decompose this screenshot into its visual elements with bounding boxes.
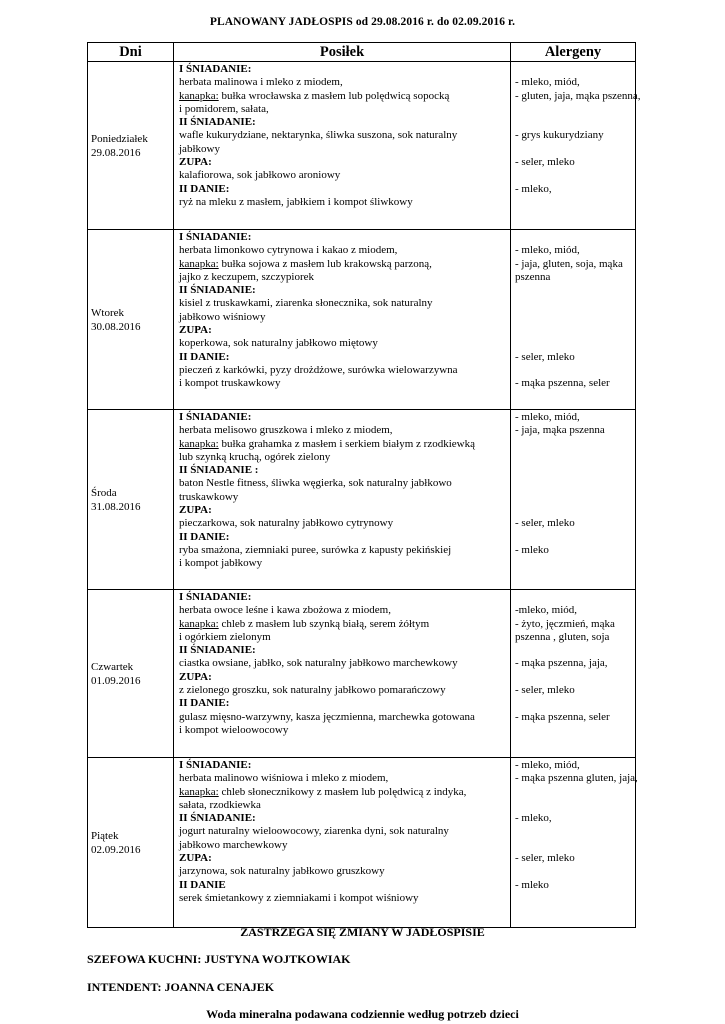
day-date: 29.08.2016 [91, 146, 141, 159]
day-date: 01.09.2016 [91, 674, 141, 687]
day-name: Piątek [91, 829, 119, 842]
sandwich-text: chleb z masłem lub szynką białą, serem żółtym [218, 617, 430, 630]
day-name: Środa [91, 486, 117, 499]
allergen-line: - mleko, [515, 812, 552, 825]
day-cell [88, 62, 174, 230]
meal-heading: II DANIE [179, 878, 226, 891]
meal-line: i ogórkiem zielonym [179, 630, 271, 643]
meal-sandwich-line [179, 258, 508, 271]
meal-heading: ZUPA: [179, 852, 212, 865]
meal-line: herbata malinowa i mleko z miodem, [179, 76, 343, 89]
meal-line: herbata malinowo wiśniowa i mleko z miodem, [179, 772, 389, 785]
allergen-line: - mleko, miód, [515, 411, 580, 423]
meal-heading: II ŚNIADANIE: [179, 116, 256, 129]
column-header-allergens: Alergeny [511, 43, 636, 62]
meal-line: truskawkowy [179, 490, 239, 503]
menu-table [87, 42, 641, 928]
table-row [88, 758, 636, 928]
meal-sandwich-line [179, 438, 508, 451]
meal-line: i pomidorem, sałata, [179, 102, 269, 115]
meal-line: koperkowa, sok naturalny jabłkowo miętowy [179, 337, 378, 350]
meal-line: gulasz mięsno-warzywny, kasza jęczmienna, marchewka gotowana [179, 710, 475, 723]
meal-heading: I ŚNIADANIE: [179, 411, 252, 423]
allergen-line: - grys kukurydziany [515, 129, 604, 142]
meal-line: ciastka owsiane, jabłko, sok naturalny jabłkowo marchewkowy [179, 657, 458, 670]
meal-heading: II DANIE: [179, 350, 230, 363]
meal-heading: II ŚNIADANIE: [179, 284, 256, 297]
allergen-line: - mąka pszenna, seler [515, 377, 610, 390]
meal-line: baton Nestle fitness, śliwka węgierka, sok naturalny jabłkowo [179, 477, 452, 490]
table-header-row [88, 43, 636, 62]
meal-heading: I ŚNIADANIE: [179, 231, 252, 243]
allergen-line: - mleko [515, 878, 549, 891]
meal-sandwich-line [179, 786, 508, 799]
water-note: Woda mineralna podawana codziennie według potrzeb dzieci [206, 1007, 519, 1021]
sandwich-label: kanapka: [179, 785, 219, 798]
meal-heading: II ŚNIADANIE: [179, 812, 256, 825]
sandwich-label: kanapka: [179, 437, 219, 450]
meal-line: jabłkowy [179, 142, 220, 155]
sandwich-label: kanapka: [179, 617, 219, 630]
meal-line: sałata, rzodkiewka [179, 798, 261, 811]
meal-heading: ZUPA: [179, 670, 212, 683]
meal-heading: ZUPA: [179, 156, 212, 169]
meal-line: jajko z keczupem, szczypiorek [179, 270, 314, 283]
allergen-line: - jaja, gluten, soja, mąka [515, 257, 623, 270]
meal-line: ryba smażona, ziemniaki puree, surówka z kapusty pekińskiej [179, 543, 452, 556]
allergen-line: - seler, mleko [515, 350, 575, 363]
meal-line: serek śmietankowy z ziemniakami i kompot wiśniowy [179, 891, 419, 904]
allergen-line: - jaja, mąka pszenna [515, 424, 605, 437]
meal-heading: II DANIE: [179, 182, 230, 195]
sandwich-text: bułka wrocławska z masłem lub polędwicą sopocką [218, 89, 450, 102]
changes-notice: ZASTRZEGA SIĘ ZMIANY W JADŁOSPISIE [240, 925, 485, 939]
day-date: 02.09.2016 [91, 843, 141, 856]
allergens-cell [511, 758, 636, 928]
allergen-line: pszenna [515, 270, 551, 283]
meal-line: kisiel z truskawkami, ziarenka słonecznika, sok naturalny [179, 297, 433, 310]
meal-line: pieczeń z karkówki, pyzy drożdżowe, surówka wielowarzywna [179, 363, 458, 376]
day-date: 30.08.2016 [91, 320, 141, 333]
meal-heading: ZUPA: [179, 324, 212, 337]
allergen-line: - żyto, jęczmień, mąka [515, 617, 615, 630]
meal-heading: II DANIE: [179, 530, 230, 543]
meal-line: kalafiorowa, sok jabłkowo aroniowy [179, 169, 341, 182]
meal-line: wafle kukurydziane, nektarynka, śliwka suszona, sok naturalny [179, 129, 458, 142]
day-cell [88, 230, 174, 410]
allergen-line: - seler, mleko [515, 684, 575, 697]
meal-line: jogurt naturalny wieloowocowy, ziarenka dyni, sok naturalny [179, 825, 449, 838]
meal-heading: II DANIE: [179, 697, 230, 710]
allergens-cell [511, 230, 636, 410]
sandwich-label: kanapka: [179, 89, 219, 102]
meal-line: i kompot truskawkowy [179, 377, 281, 390]
meal-heading: II ŚNIADANIE: [179, 644, 256, 657]
day-cell [88, 758, 174, 928]
sandwich-label: kanapka: [179, 257, 219, 270]
sandwich-text: bułka grahamka z masłem i serkiem białym z rzodkiewką [218, 437, 475, 450]
meal-cell [174, 410, 511, 590]
meal-line: herbata melisowo gruszkowa i mleko z miodem, [179, 424, 393, 437]
allergen-line: - mleko, miód, [515, 76, 580, 89]
day-name: Poniedziałek [91, 132, 148, 145]
meal-heading: II ŚNIADANIE : [179, 464, 259, 477]
meal-heading: I ŚNIADANIE: [179, 591, 252, 603]
page-title: PLANOWANY JADŁOSPIS od 29.08.2016 r. do 02.09.2016 r. [209, 16, 516, 28]
meal-heading: I ŚNIADANIE: [179, 759, 252, 771]
meal-line: i kompot jabłkowy [179, 557, 263, 570]
head-chef: SZEFOWA KUCHNI: JUSTYNA WOJTKOWIAK [87, 952, 351, 966]
allergen-line: -mleko, miód, [515, 604, 578, 617]
intendent: INTENDENT: JOANNA CENAJEK [87, 980, 275, 994]
table-row [88, 62, 636, 230]
table-row [88, 230, 636, 410]
allergen-line: - gluten, jaja, mąka pszenna, [515, 89, 641, 102]
day-cell [88, 590, 174, 758]
meal-line: herbata owoce leśne i kawa zbożowa z miodem, [179, 604, 391, 617]
day-name: Wtorek [91, 306, 124, 319]
meal-cell [174, 230, 511, 410]
allergens-cell [511, 62, 641, 230]
allergen-line: - mleko [515, 543, 549, 556]
meal-line: z zielonego groszku, sok naturalny jabłkowo pomarańczowy [179, 684, 446, 697]
table-row [88, 410, 636, 590]
allergen-line: pszenna , gluten, soja [515, 630, 610, 643]
meal-line: jarzynowa, sok naturalny jabłkowo gruszkowy [179, 865, 385, 878]
allergen-line: - seler, mleko [515, 517, 575, 530]
allergen-line: - seler, mleko [515, 852, 575, 865]
day-cell [88, 410, 174, 590]
meal-line: jabłkowo marchewkowy [179, 838, 288, 851]
meal-heading: ZUPA: [179, 504, 212, 517]
allergens-cell [511, 590, 636, 758]
column-header-meal: Posiłek [174, 43, 511, 62]
allergen-line: - mąka pszenna, seler [515, 710, 610, 723]
column-header-day: Dni [88, 43, 174, 62]
allergens-cell [511, 410, 636, 590]
day-name: Czwartek [91, 660, 134, 673]
meal-cell [174, 590, 511, 758]
meal-line: herbata limonkowo cytrynowa i kakao z miodem, [179, 244, 398, 257]
meal-line: pieczarkowa, sok naturalny jabłkowo cytrynowy [179, 517, 394, 530]
meal-line: i kompot wieloowocowy [179, 723, 289, 736]
meal-sandwich-line [179, 618, 508, 631]
menu-table-body [88, 62, 641, 928]
allergen-line: - seler, mleko [515, 156, 575, 169]
allergen-line: - mleko, miód, [515, 244, 580, 257]
allergen-line: - mąka pszenna gluten, jaja, [515, 772, 638, 785]
day-date: 31.08.2016 [91, 500, 141, 513]
meal-sandwich-line [179, 90, 508, 103]
sandwich-text: chleb słonecznikowy z masłem lub polędwicą z indyka, [218, 785, 467, 798]
meal-cell [174, 62, 511, 230]
allergen-line: - mąka pszenna, jaja, [515, 657, 608, 670]
sandwich-text: bułka sojowa z masłem lub krakowską parzoną, [218, 257, 432, 270]
allergen-line: - mleko, miód, [515, 759, 580, 771]
meal-line: lub szynką kruchą, ogórek zielony [179, 450, 331, 463]
meal-cell [174, 758, 511, 928]
meal-line: ryż na mleku z masłem, jabłkiem i kompot śliwkowy [179, 195, 413, 208]
meal-line: jabłkowo wiśniowy [179, 310, 266, 323]
table-row [88, 590, 636, 758]
meal-heading: I ŚNIADANIE: [179, 63, 252, 75]
allergen-line: - mleko, [515, 182, 552, 195]
